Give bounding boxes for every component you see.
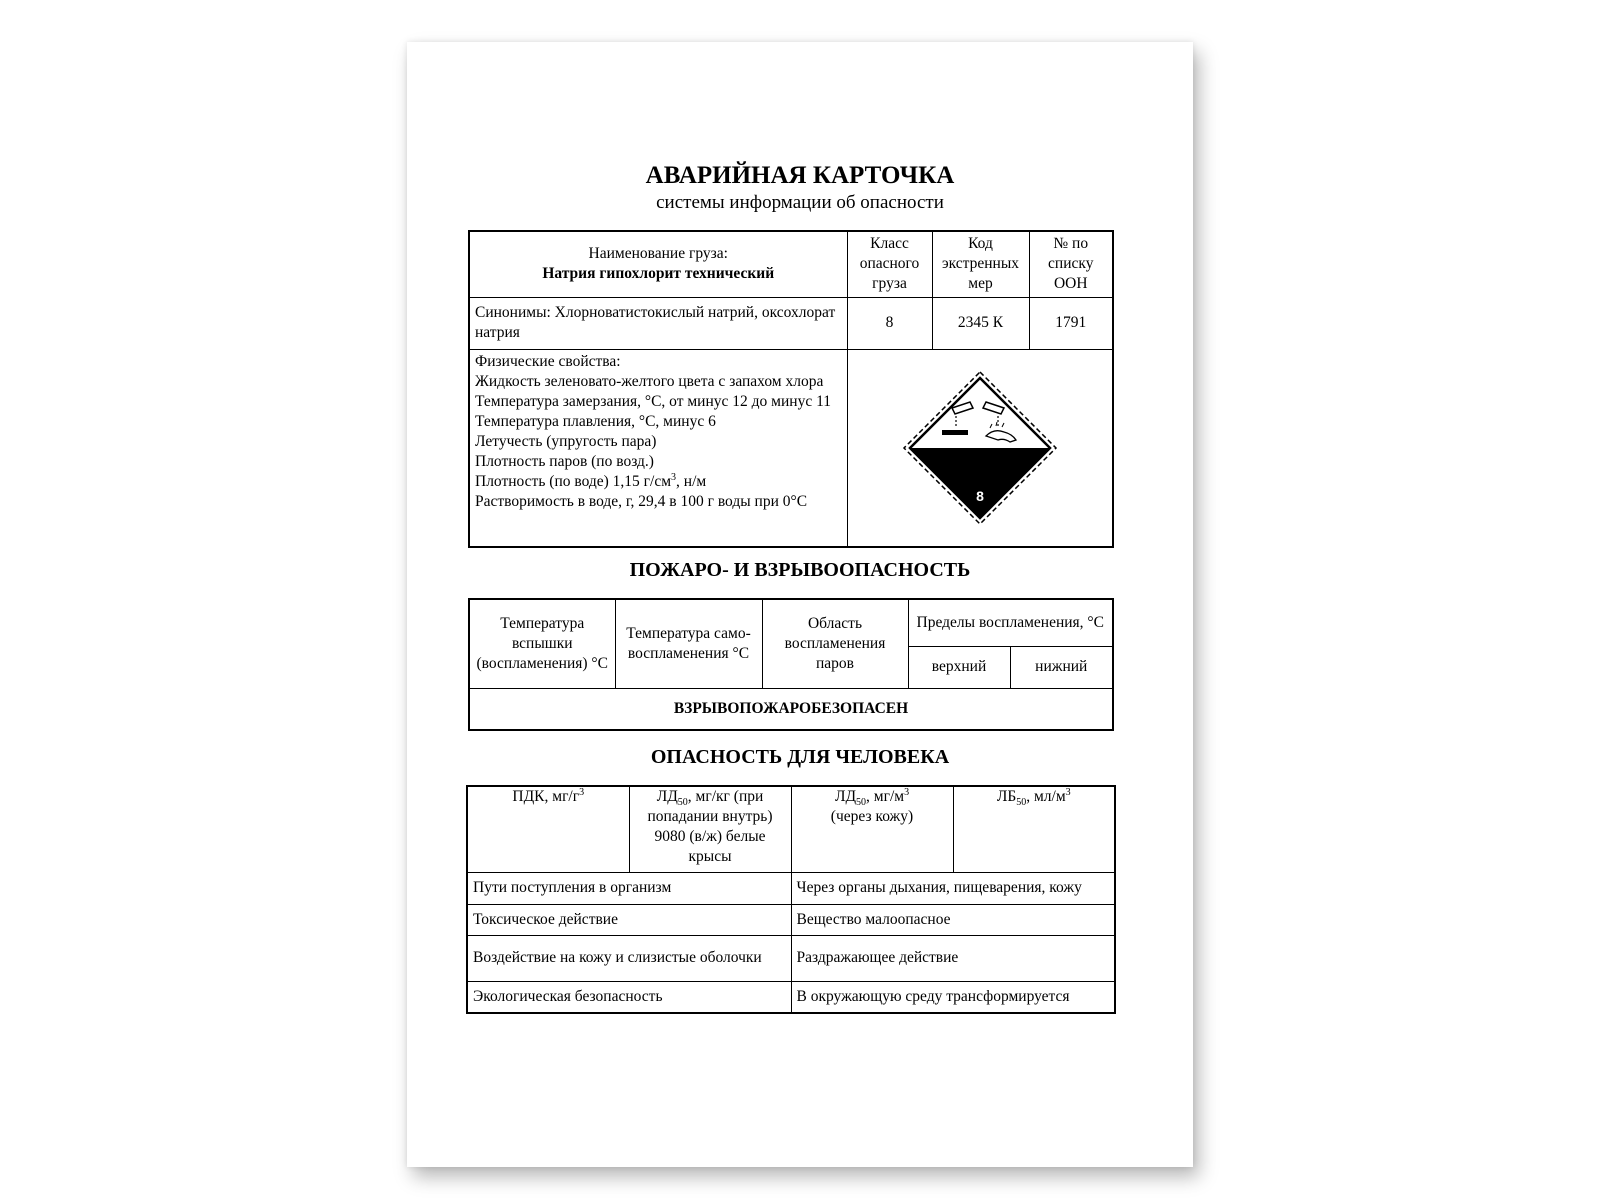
ignition-limits-header: Пределы воспламенения, °С [908, 599, 1113, 646]
fire-table [468, 598, 1114, 731]
physical-line: Жидкость зеленовато-желтого цвета с запахом хлора [475, 372, 824, 390]
human-section-title: ОПАСНОСТЬ ДЛЯ ЧЕЛОВЕКА [650, 746, 950, 768]
physical-line: Плотность паров (по возд.) [475, 452, 654, 470]
physical-properties-cell [469, 349, 847, 547]
ld50-oral-prefix: ЛД [656, 788, 678, 805]
autoignition-header: Температура само-воспламенения °С [615, 599, 762, 688]
row-label: Пути поступления в организм [467, 872, 791, 904]
table-row [467, 904, 1115, 935]
physical-title: Физические свойства: [475, 352, 621, 370]
physical-line: Температура плавления, °С, минус 6 [475, 412, 716, 430]
row-value: Вещество малоопасное [791, 904, 1115, 935]
ld50-skin-note: (через кожу) [830, 808, 914, 825]
code-value: 2345 К [932, 297, 1029, 349]
density-prefix: Плотность (по воде) 1,15 г/см [475, 472, 672, 490]
table-row [467, 981, 1115, 1013]
synonyms-cell: Синонимы: Хлорноватистокислый натрий, оксохлорат натрия [469, 297, 847, 349]
hazard-class-number: 8 [975, 487, 984, 504]
card-subtitle: системы информации об опасности [656, 192, 944, 213]
density-line [475, 472, 842, 492]
row-value: В окружающую среду трансформируется [791, 981, 1115, 1013]
un-header: № по списку ООН [1029, 231, 1113, 297]
lb50-subscript: 50 [1016, 797, 1027, 809]
hazard-sign-cell [847, 349, 1113, 547]
ld50-skin-prefix: ЛД [834, 788, 857, 805]
human-hazard-table [466, 785, 1116, 1014]
ld50-skin-subscript: 50 [856, 797, 867, 809]
fire-section-title: ПОЖАРО- И ВЗРЫВООПАСНОСТЬ [629, 559, 971, 581]
upper-limit-header: верхний [908, 646, 1010, 688]
table-row [467, 872, 1115, 904]
density-exponent: 3 [671, 471, 677, 483]
lb50-exponent: 3 [1065, 786, 1071, 798]
document-sheet [407, 42, 1193, 1167]
pdk-header [467, 786, 629, 872]
flash-point-header: Температура вспышки (воспламенения) °С [469, 599, 615, 688]
density-suffix: , н/м [676, 472, 707, 490]
lb50-unit: , мл/м [1026, 788, 1066, 805]
ld50-oral-subscript: 50 [677, 797, 688, 809]
ld50-skin-unit: , мг/м [866, 788, 905, 805]
pdk-label: ПДК, мг/г [512, 788, 580, 805]
ld50-oral-cell [629, 786, 791, 872]
ld50-skin-line [797, 787, 948, 807]
class-value: 8 [847, 297, 932, 349]
lower-limit-header: нижний [1010, 646, 1113, 688]
lb50-prefix: ЛБ [996, 788, 1017, 805]
un-value: 1791 [1029, 297, 1113, 349]
lb50-cell [953, 786, 1115, 872]
fire-status: ВЗРЫВОПОЖАРОБЕЗОПАСЕН [469, 688, 1113, 730]
row-label: Экологическая безопасность [467, 981, 791, 1013]
cargo-name-label: Наименование груза: [588, 245, 728, 263]
pdk-exponent: 3 [579, 786, 585, 798]
cargo-table [468, 230, 1114, 548]
card-title: АВАРИЙНАЯ КАРТОЧКА [645, 162, 955, 189]
table-row [467, 935, 1115, 981]
row-value: Раздражающее действие [791, 935, 1115, 981]
row-value: Через органы дыхания, пищеварения, кожу [791, 872, 1115, 904]
ignition-area-header: Область воспламенения паров [762, 599, 908, 688]
ld50-skin-cell [791, 786, 953, 872]
physical-line: Летучесть (упругость пара) [475, 432, 657, 450]
ld50-oral-text: , мг/кг (при попадании внутрь) 9080 (в/ж) белые крысы [647, 788, 773, 865]
class-header: Класс опасного груза [847, 231, 932, 297]
corrosive-hazard-icon [900, 368, 1060, 528]
physical-line: Растворимость в воде, г, 29,4 в 100 г воды при 0°С [475, 492, 808, 510]
code-header: Код экстренных мер [932, 231, 1029, 297]
physical-line: Температура замерзания, °С, от минус 12 до минус 11 [475, 392, 831, 410]
cargo-name-value: Натрия гипохлорит технический [542, 265, 775, 283]
ld50-skin-exponent: 3 [904, 786, 910, 798]
row-label: Воздействие на кожу и слизистые оболочки [467, 935, 791, 981]
row-label: Токсическое действие [467, 904, 791, 935]
cargo-name-cell [469, 231, 847, 297]
